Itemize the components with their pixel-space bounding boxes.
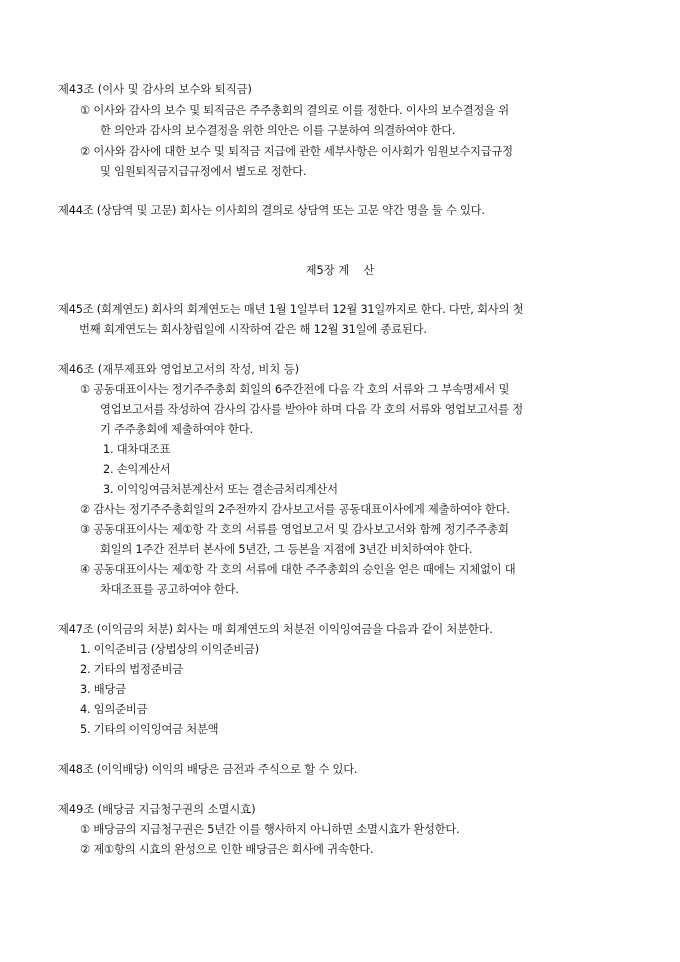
article-47-list-item: 4. 임의준비금	[80, 703, 148, 716]
article-46-para-3-line-1: ③ 공동대표이사는 제①항 각 호의 서류를 영업보고서 및 감사보고서와 함께 정기주주총회	[80, 523, 509, 536]
article-46-para-4-line-1: ④ 공동대표이사는 제①항 각 호의 서류에 대한 주주총회의 승인을 얻은 때에는 지체없이 대	[80, 563, 516, 576]
article-46-heading: 제46조 (재무제표와 영업보고서의 작성, 비치 등)	[58, 363, 300, 376]
article-47-list-item: 1. 이익준비금 (상법상의 이익준비금)	[80, 643, 259, 656]
article-43-heading: 제43조 (이사 및 감사의 보수와 퇴직금)	[58, 83, 252, 96]
article-47-list-item: 3. 배당금	[80, 683, 126, 696]
article-46-para-2-line-1: ② 감사는 정기주주총회일의 2주전까지 감사보고서를 공동대표이사에게 제출하여야 한다.	[80, 503, 510, 516]
article-46-list-item: 2. 손익계산서	[103, 463, 171, 476]
article-47-list-item: 5. 기타의 이익잉여금 처분액	[80, 723, 219, 736]
article-43-para-2-line-1: ② 이사와 감사에 대한 보수 및 퇴직금 지급에 관한 세부사항은 이사회가 임원보수지급규정	[80, 145, 513, 158]
article-47-list-item: 2. 기타의 법정준비금	[80, 663, 183, 676]
chapter-5-title: 제5장 계 산	[305, 264, 375, 277]
article-46-para-1-line-2: 영업보고서를 작성하여 감사의 감사를 받아야 하며 다음 각 호의 서류와 영업보고서를 정	[100, 403, 523, 416]
article-49-heading: 제49조 (배당금 지급청구권의 소멸시효)	[58, 803, 256, 816]
article-49-para-1: ① 배당금의 지급청구권은 5년간 이를 행사하지 아니하면 소멸시효가 완성한다.	[80, 823, 460, 836]
article-48-text: 제48조 (이익배당) 이익의 배당은 금전과 주식으로 할 수 있다.	[58, 763, 358, 776]
article-45-line-2: 번째 회계연도는 회사창립일에 시작하여 같은 해 12월 31일에 종료된다.	[79, 323, 427, 336]
article-45-line-1: 제45조 (회계연도) 회사의 회계연도는 매년 1월 1일부터 12월 31일까지로 한다. 다만, 회사의 첫	[58, 303, 524, 316]
article-43-para-1-line-1: ① 이사와 감사의 보수 및 퇴직금은 주주총회의 결의로 이를 정한다. 이사의 보수결정을 위	[80, 104, 509, 117]
article-47-heading: 제47조 (이익금의 처분) 회사는 매 회계연도의 처분전 이익잉여금을 다음과 같이 처분한다.	[58, 623, 493, 636]
article-43-para-2-line-2: 및 임원퇴직금지급규정에서 별도로 정한다.	[100, 165, 307, 178]
article-43-para-1-line-2: 한 의안과 감사의 보수결정을 위한 의안은 이를 구분하여 의결하여야 한다.	[100, 124, 456, 137]
article-46-para-4-line-2: 차대조표를 공고하여야 한다.	[100, 583, 239, 596]
article-46-list-item: 1. 대차대조표	[103, 443, 171, 456]
article-44-text: 제44조 (상담역 및 고문) 회사는 이사회의 결의로 상담역 또는 고문 약간 명을 둘 수 있다.	[58, 204, 485, 217]
article-49-para-2: ② 제①항의 시효의 완성으로 인한 배당금은 회사에 귀속한다.	[80, 843, 374, 856]
article-46-list-item: 3. 이익잉여금처분계산서 또는 결손금처리계산서	[103, 483, 338, 496]
article-46-para-1-line-3: 기 주주총회에 제출하여야 한다.	[100, 423, 253, 436]
article-46-para-3-line-2: 회일의 1주간 전부터 본사에 5년간, 그 등본을 지점에 3년간 비치하여야 한다.	[100, 543, 473, 556]
article-46-para-1-line-1: ① 공동대표이사는 정기주주총회 회일의 6주간전에 다음 각 호의 서류와 그 부속명세서 및	[80, 383, 510, 396]
